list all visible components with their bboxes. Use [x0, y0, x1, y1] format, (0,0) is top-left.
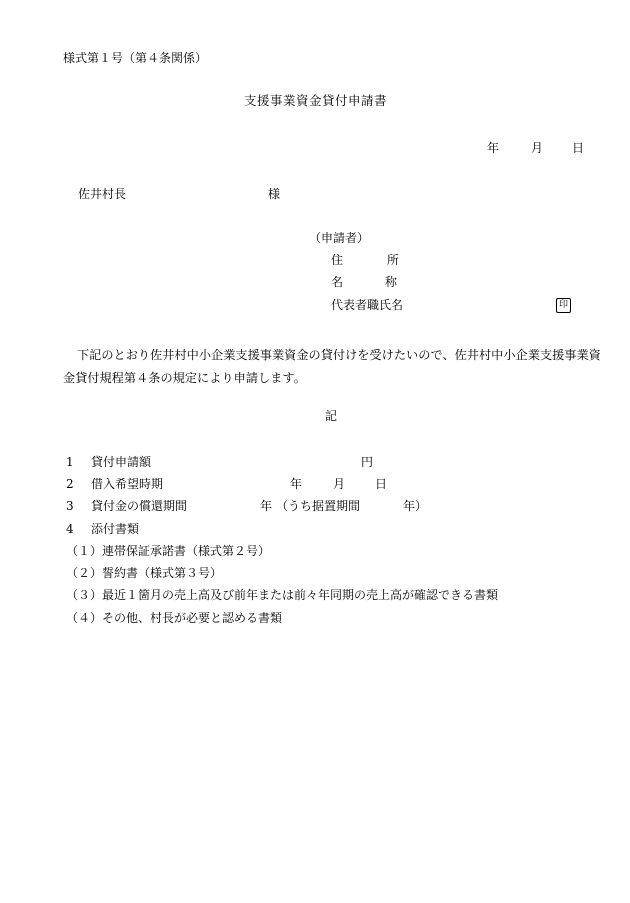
- form-number: 様式第１号（第４条関係）: [63, 51, 208, 65]
- name-label-first: 名: [331, 275, 344, 289]
- item-number-2: 2: [66, 477, 74, 491]
- item-label-loan-amount: 貸付申請額: [91, 455, 152, 469]
- item-label-attachments: 添付書類: [91, 522, 140, 536]
- item1-unit: 円: [361, 455, 374, 469]
- item-number-1: 1: [66, 455, 74, 469]
- representative-label: 代表者職氏名: [331, 298, 404, 312]
- item-number-3: 3: [66, 499, 74, 513]
- attachment-item: （１）連帯保証承諾書（様式第２号）: [66, 544, 271, 558]
- addressee-honorific: 様: [268, 187, 281, 201]
- item3-grace-year-label: 年）: [403, 499, 428, 513]
- ki-heading: 記: [325, 409, 338, 423]
- date-year-label: 年: [487, 141, 500, 155]
- item2-year-label: 年: [290, 477, 303, 491]
- address-label-first: 住: [331, 253, 344, 267]
- attachment-item: （４）その他、村長が必要と認める書類: [66, 611, 283, 625]
- item2-month-label: 月: [333, 477, 346, 491]
- item2-day-label: 日: [375, 477, 388, 491]
- date-month-label: 月: [531, 141, 544, 155]
- date-day-label: 日: [572, 141, 585, 155]
- item-label-desired-date: 借入希望時期: [91, 477, 164, 491]
- attachment-item: （２）誓約書（様式第３号）: [66, 566, 223, 580]
- item3-year-label: 年: [260, 499, 273, 513]
- name-label-second: 称: [385, 275, 398, 289]
- body-paragraph: 下記のとおり佐井村中小企業支援事業資金の貸付けを受けたいので、佐井村中小企業支援事業資金貸付規程第４条の規定により申請します。: [63, 348, 601, 385]
- seal-mark: 印: [556, 298, 571, 313]
- applicant-header: （申請者）: [309, 231, 370, 245]
- item3-grace-note: （うち据置期間: [276, 499, 361, 513]
- attachment-item: （３）最近１箇月の売上高及び前年または前々年同期の売上高が確認できる書類: [66, 588, 499, 602]
- address-label-second: 所: [387, 253, 400, 267]
- page-title: 支援事業資金貸付申請書: [244, 93, 388, 108]
- item-label-repayment-period: 貸付金の償還期間: [91, 499, 188, 513]
- item-number-4: 4: [66, 522, 74, 536]
- addressee: 佐井村長: [78, 187, 127, 201]
